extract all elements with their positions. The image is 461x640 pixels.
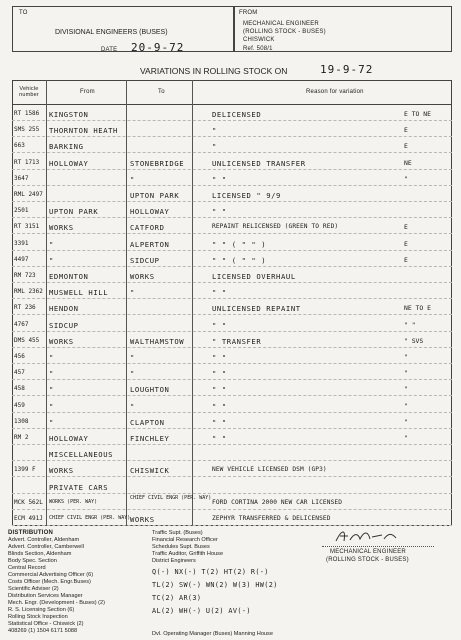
row-guide-line bbox=[12, 525, 452, 526]
cell-code: " SVS bbox=[404, 336, 424, 345]
from-line3: CHISWICK bbox=[243, 37, 275, 43]
distribution-footer: Dvl. Operating Manager (Buses) Manning House bbox=[152, 631, 273, 637]
row-guide-line bbox=[12, 185, 452, 186]
date-value: 20-9-72 bbox=[131, 41, 185, 54]
row-guide-line bbox=[12, 395, 452, 396]
cell-vehicle: 1399 F bbox=[14, 466, 36, 474]
cell-vehicle: 4767 bbox=[14, 320, 29, 328]
cell-reason: LICENSED OVERHAUL bbox=[212, 272, 296, 281]
cell-to: " bbox=[130, 174, 135, 184]
cell-reason: " " ( " " ) bbox=[212, 255, 267, 265]
distribution-entry: Schedules Supt. Buses bbox=[152, 544, 210, 550]
distribution-entry: Body Spec. Section bbox=[8, 558, 57, 564]
cell-from: WORKS bbox=[49, 336, 74, 346]
cell-code: " bbox=[404, 417, 408, 426]
cell-from: HOLLOWAY bbox=[49, 434, 89, 443]
from-label: FROM bbox=[239, 10, 258, 16]
row-guide-line bbox=[12, 460, 452, 461]
row-guide-line bbox=[12, 152, 452, 153]
cell-code: " bbox=[404, 385, 408, 394]
row-guide-line bbox=[12, 363, 452, 364]
cell-reason: " " bbox=[212, 434, 227, 443]
cell-to: UPTON PARK bbox=[130, 191, 180, 200]
cell-reason: UNLICENSED TRANSFER bbox=[212, 158, 306, 168]
cell-reason: " " bbox=[212, 174, 227, 184]
cell-vehicle: SMS 255 bbox=[14, 126, 40, 134]
cell-to: " bbox=[130, 401, 135, 411]
cell-reason: " bbox=[212, 126, 217, 136]
distribution-entry: Blinds Section, Aldenham bbox=[8, 551, 72, 557]
row-guide-line bbox=[12, 169, 452, 170]
row-guide-line bbox=[12, 347, 452, 348]
distribution-entry: Scientific Adviser (2) bbox=[8, 586, 59, 592]
cell-to: " bbox=[130, 353, 135, 362]
cell-to: CATFORD bbox=[130, 223, 165, 233]
cell-to: WORKS bbox=[130, 515, 155, 524]
cell-vehicle: 458 bbox=[14, 385, 25, 393]
cell-to: FINCHLEY bbox=[130, 434, 170, 443]
cell-from: WORKS (PER. WAY) bbox=[49, 498, 98, 505]
row-guide-line bbox=[12, 201, 452, 202]
row-guide-line bbox=[12, 250, 452, 251]
signature-title-2: (ROLLING STOCK - BUSES) bbox=[326, 557, 409, 563]
from-line1: MECHANICAL ENGINEER bbox=[243, 21, 319, 27]
distribution-entry: District Engineers bbox=[152, 558, 196, 564]
cell-reason: " " bbox=[212, 385, 227, 395]
cell-code: " bbox=[404, 369, 408, 378]
cell-vehicle: 2501 bbox=[14, 207, 29, 215]
distribution-entry: AL(2) WH(-) U(2) AV(-) bbox=[152, 607, 251, 615]
distribution-entry: Commercial Advertising Officer (6) bbox=[8, 572, 94, 578]
cell-vehicle: RM 723 bbox=[14, 272, 36, 279]
to-value: DIVISIONAL ENGINEERS (BUSES) bbox=[55, 29, 168, 36]
distribution-entry: TC(2) AR(3) bbox=[152, 594, 202, 602]
distribution-entry: Traffic Auditor, Griffith House bbox=[152, 551, 224, 557]
cell-vehicle: RT 236 bbox=[14, 304, 36, 312]
cell-from: PRIVATE CARS bbox=[49, 482, 109, 492]
distribution-entry: 408269 (1) 1504 6171 5088 bbox=[8, 628, 78, 634]
cell-vehicle: 4497 bbox=[14, 255, 29, 263]
cell-reason: " " bbox=[212, 288, 227, 298]
cell-from: " bbox=[49, 417, 54, 427]
column-header-to: To bbox=[158, 89, 165, 95]
row-guide-line bbox=[12, 298, 452, 299]
cell-from: MUSWELL HILL bbox=[49, 288, 109, 298]
cell-from: THORNTON HEATH bbox=[49, 126, 118, 136]
cell-code: E TO NE bbox=[404, 110, 431, 118]
cell-from: HENDON bbox=[49, 304, 79, 314]
cell-reason: " bbox=[212, 142, 217, 152]
distribution-entry: Costs Officer (Mech. Engr.Buses) bbox=[8, 579, 91, 585]
col-divider-2 bbox=[126, 80, 127, 526]
cell-reason: " TRANSFER bbox=[212, 336, 262, 346]
cell-vehicle: 456 bbox=[14, 353, 25, 360]
col-divider-1 bbox=[46, 80, 47, 526]
cell-code: " bbox=[404, 434, 408, 442]
cell-code: " bbox=[404, 353, 408, 361]
cell-from: WORKS bbox=[49, 466, 74, 476]
handwritten-signature-icon bbox=[332, 527, 402, 545]
signature-line bbox=[322, 546, 434, 547]
page-title: VARIATIONS IN ROLLING STOCK ON bbox=[140, 66, 288, 76]
cell-vehicle: 663 bbox=[14, 142, 25, 150]
cell-reason: " " bbox=[212, 320, 227, 330]
reference: Ref. 508/1 bbox=[243, 46, 273, 52]
cell-vehicle: 1308 bbox=[14, 417, 29, 425]
cell-reason: ZEPHYR TRANSFERRED & DELICENSED bbox=[212, 515, 331, 522]
cell-reason: LICENSED " 9/9 bbox=[212, 191, 281, 200]
cell-vehicle: RT 1586 bbox=[14, 110, 40, 117]
cell-to: " bbox=[130, 369, 135, 379]
distribution-entry: R. S. Licensing Section (6) bbox=[8, 607, 75, 613]
cell-code: E bbox=[404, 255, 408, 264]
from-box bbox=[234, 6, 452, 52]
cell-vehicle: RT 3151 bbox=[14, 223, 40, 231]
cell-code: " bbox=[404, 174, 408, 183]
cell-to: " bbox=[130, 288, 135, 298]
cell-from: BARKING bbox=[49, 142, 84, 152]
distribution-entry: Central Record bbox=[8, 565, 46, 571]
cell-code: NE TO E bbox=[404, 304, 431, 313]
cell-reason: REPAINT RELICENSED (GREEN TO RED) bbox=[212, 223, 339, 231]
cell-vehicle: RM 2 bbox=[14, 434, 29, 441]
cell-reason: " " bbox=[212, 401, 227, 411]
cell-reason: FORD CORTINA 2000 NEW CAR LICENSED bbox=[212, 498, 343, 506]
cell-code: NE bbox=[404, 158, 412, 167]
cell-to: SIDCUP bbox=[130, 255, 160, 265]
cell-to: LOUGHTON bbox=[130, 385, 170, 395]
cell-code: " " bbox=[404, 320, 416, 329]
cell-code: E bbox=[404, 126, 408, 135]
cell-vehicle: RML 2497 bbox=[14, 191, 43, 198]
row-guide-line bbox=[12, 444, 452, 445]
cell-from: SIDCUP bbox=[49, 320, 79, 330]
cell-reason: UNLICENSED REPAINT bbox=[212, 304, 301, 314]
distribution-entry: TL(2) SW(-) WN(2) W(3) HW(2) bbox=[152, 581, 278, 589]
from-line2: (ROLLING STOCK - BUSES) bbox=[243, 29, 326, 35]
row-guide-line bbox=[12, 331, 452, 332]
cell-to: HOLLOWAY bbox=[130, 207, 170, 217]
row-guide-line bbox=[12, 428, 452, 429]
row-guide-line bbox=[12, 314, 452, 315]
cell-to: WORKS bbox=[130, 272, 155, 281]
cell-from: " bbox=[49, 401, 54, 411]
distribution-entry: Distribution Services Manager bbox=[8, 593, 83, 599]
distribution-entry: Traffic Supt. (Buses) bbox=[152, 530, 203, 536]
column-header-reason: Reason for variation bbox=[306, 89, 364, 95]
cell-code: E bbox=[404, 223, 408, 232]
row-guide-line bbox=[12, 217, 452, 218]
row-guide-line bbox=[12, 120, 452, 121]
cell-to: CLAPTON bbox=[130, 417, 165, 427]
signature-title-1: MECHANICAL ENGINEER bbox=[330, 549, 406, 555]
date-label: DATE bbox=[101, 47, 118, 53]
cell-from: KINGSTON bbox=[49, 110, 89, 119]
row-guide-line bbox=[12, 136, 452, 137]
row-guide-line bbox=[12, 509, 452, 510]
cell-from: " bbox=[49, 239, 54, 249]
cell-from: WORKS bbox=[49, 223, 74, 233]
cell-reason: " " bbox=[212, 207, 227, 217]
cell-reason: DELICENSED bbox=[212, 110, 262, 119]
cell-from: " bbox=[49, 353, 54, 362]
row-guide-line bbox=[12, 233, 452, 234]
distribution-title: DISTRIBUTION bbox=[8, 530, 54, 536]
cell-from: " bbox=[49, 369, 54, 379]
cell-vehicle: MCK 562L bbox=[14, 498, 43, 506]
cell-reason: " " ( " " ) bbox=[212, 239, 267, 249]
cell-to: CHIEF CIVIL ENGR (PER. WAY) bbox=[130, 494, 212, 501]
column-header-from: From bbox=[80, 89, 95, 95]
distribution-entry: Statistical Office - Chiswick (2) bbox=[8, 621, 84, 627]
cell-to: CHISWICK bbox=[130, 466, 170, 476]
cell-reason: " " bbox=[212, 369, 227, 379]
cell-code: " bbox=[404, 401, 408, 410]
cell-from: CHIEF CIVIL ENGR (PER. WAY) bbox=[49, 515, 131, 521]
cell-vehicle: 457 bbox=[14, 369, 25, 377]
column-header-vehicle: Vehicle number bbox=[19, 86, 39, 98]
cell-from: HOLLOWAY bbox=[49, 158, 89, 168]
cell-to: ALPERTON bbox=[130, 239, 170, 249]
cell-reason: NEW VEHICLE LICENSED DSM (GP3) bbox=[212, 466, 327, 474]
cell-vehicle: 459 bbox=[14, 401, 25, 409]
distribution-entry: Q(-) NX(-) T(2) HT(2) R(-) bbox=[152, 568, 269, 576]
cell-code: E bbox=[404, 239, 408, 248]
cell-code: E bbox=[404, 142, 408, 151]
table-header-rule bbox=[12, 104, 452, 105]
col-divider-3 bbox=[192, 80, 193, 526]
title-date: 19-9-72 bbox=[320, 63, 374, 76]
cell-vehicle: RML 2362 bbox=[14, 288, 43, 296]
cell-from: " bbox=[49, 255, 54, 265]
cell-vehicle: 3391 bbox=[14, 239, 29, 247]
distribution-entry: Advert. Controller, Camberwell bbox=[8, 544, 84, 550]
to-box bbox=[12, 6, 234, 52]
cell-vehicle: 3647 bbox=[14, 174, 29, 182]
distribution-entry: Mech. Engr. (Development - Buses) (2) bbox=[8, 600, 105, 606]
to-label: TO bbox=[19, 10, 28, 16]
row-guide-line bbox=[12, 476, 452, 477]
cell-vehicle: RT 1713 bbox=[14, 158, 40, 166]
cell-to: WALTHAMSTOW bbox=[130, 336, 185, 346]
cell-to: STONEBRIDGE bbox=[130, 158, 185, 168]
row-guide-line bbox=[12, 379, 452, 380]
cell-from: MISCELLANEOUS bbox=[49, 450, 114, 460]
row-guide-line bbox=[12, 266, 452, 267]
row-guide-line bbox=[12, 412, 452, 413]
cell-vehicle: ECM 491J bbox=[14, 515, 43, 522]
distribution-entry: Financial Research Officer bbox=[152, 537, 218, 543]
distribution-entry: Rolling Stock Inspection bbox=[8, 614, 68, 620]
cell-reason: " " bbox=[212, 353, 227, 362]
row-guide-line bbox=[12, 282, 452, 283]
cell-from: UPTON PARK bbox=[49, 207, 99, 217]
cell-vehicle: DMS 455 bbox=[14, 336, 40, 344]
distribution-entry: Advert. Controller, Aldenham bbox=[8, 537, 80, 543]
row-guide-line bbox=[12, 493, 452, 494]
cell-from: EDMONTON bbox=[49, 272, 89, 281]
cell-reason: " " bbox=[212, 417, 227, 427]
cell-from: " bbox=[49, 385, 54, 395]
